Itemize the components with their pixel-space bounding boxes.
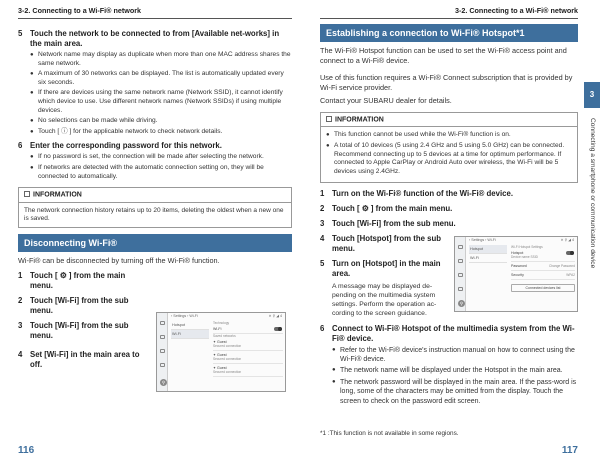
wifi-toggle[interactable] bbox=[274, 327, 282, 331]
intro-paragraph: Use of this function requires a Wi-Fi® Connect subscription that is provided by Wi-Fi service provider. bbox=[320, 73, 573, 92]
list-item: ● This function cannot be used while the Wi-Fi® function is on. bbox=[326, 131, 511, 139]
footnote: *1 :This function is not available in some regions. bbox=[320, 430, 459, 437]
hotspot-toggle-row[interactable]: Hotspot Device name SSID bbox=[511, 249, 575, 262]
page-number: 117 bbox=[561, 445, 578, 456]
step-5: 5 Turn on [Hotspot] in the main area. bbox=[320, 259, 441, 279]
step-2: 2 Touch [Wi-Fi] from the sub menu. bbox=[18, 296, 129, 316]
screen-side-rail bbox=[455, 237, 466, 311]
screen-sub-menu bbox=[469, 245, 507, 263]
step-3: 3 Touch [Wi-Fi] from the sub menu. bbox=[320, 219, 456, 229]
apps-icon bbox=[160, 363, 165, 367]
search-icon[interactable]: ⚲ bbox=[161, 380, 166, 385]
list-item: ● No selections can be made while driving. bbox=[30, 117, 158, 125]
phone-icon bbox=[458, 259, 463, 263]
sub-menu-hotspot[interactable]: Hotspot bbox=[171, 321, 209, 330]
info-body: The network connection history retains up to 20 items, deleting the oldest when a new one is saved. bbox=[24, 206, 284, 223]
step-5-bullets bbox=[30, 51, 292, 136]
list-item: ● Refer to the Wi-Fi® device's instruction manual on how to connect using the Wi-Fi® device. bbox=[332, 346, 575, 364]
list-item: ● If no password is set, the connection will be made after selecting the network. bbox=[30, 153, 264, 161]
section-title: Disconnecting Wi-Fi® bbox=[18, 234, 292, 252]
screen-breadcrumb[interactable]: ‹ Settings › Wi-Fi bbox=[469, 238, 496, 242]
info-icon bbox=[24, 191, 30, 197]
wifi-settings-screenshot bbox=[156, 312, 286, 392]
step-1: 1 Touch [ ⚙ ] from the main menu. bbox=[18, 271, 126, 291]
apps-icon bbox=[458, 287, 463, 291]
network-row[interactable]: ✦ Guest Secured connection bbox=[213, 351, 283, 364]
chapter-tab: 3 bbox=[584, 82, 600, 108]
step-6: 6 Connect to Wi-Fi® Hotspot of the multimedia system from the Wi-Fi® device. bbox=[320, 323, 575, 343]
running-head: 3-2. Connecting to a Wi-Fi® network bbox=[454, 6, 578, 15]
sub-menu-wifi[interactable]: Wi-Fi bbox=[171, 330, 209, 339]
intro-paragraph: Contact your SUBARU dealer for details. bbox=[320, 96, 452, 106]
intro-paragraph: The Wi-Fi® Hotspot function can be used to set the Wi-Fi® access point and connect to a Wi-Fi® device. bbox=[320, 46, 567, 65]
running-head: 3-2. Connecting to a Wi-Fi® network bbox=[18, 6, 142, 15]
list-item: ● A maximum of 30 networks can be displayed. The list is automatically updated every six seconds. bbox=[30, 70, 284, 86]
list-item: ● Touch [ ⓘ ] for the applicable network to check network details. bbox=[30, 127, 223, 135]
screen-main-area: Technology Wi-Fi Saved networks ✦ Guest Secured connection ✦ Guest Secured connection ✦ Guest Secured connection bbox=[213, 321, 283, 377]
step-5: 5 Touch the network to be connected to from [Available net-works] in the main area. bbox=[18, 29, 280, 48]
step-6-bullets bbox=[332, 346, 578, 406]
home-icon bbox=[458, 245, 463, 249]
section-intro: Wi-Fi® can be disconnected by turning off the Wi-Fi® function. bbox=[18, 256, 220, 266]
info-header: INFORMATION bbox=[19, 188, 291, 203]
phone-icon bbox=[160, 335, 165, 339]
step-5-note: A message may be displayed de-pending on the multimedia system settings. Perform the operation ac-cording to the screen guidance. bbox=[332, 283, 437, 317]
sub-menu-wifi[interactable]: Wi-Fi bbox=[469, 254, 507, 263]
info-box bbox=[18, 187, 292, 228]
step-4: 4 Set [Wi-Fi] in the main area to off. bbox=[18, 350, 140, 370]
network-row[interactable]: ✦ Guest Secured connection bbox=[213, 338, 283, 351]
screen-status-icons: ✕ ⚲ ◢ 4 bbox=[560, 238, 574, 242]
right-content bbox=[320, 24, 578, 408]
step-4: 4 Touch [Hotspot] from the sub menu. bbox=[320, 234, 441, 254]
password-row[interactable]: Password Change Password bbox=[511, 262, 575, 271]
list-item: ● The network password will be displayed in the main area. If the pass-word is long, some of the characters may be omitted from the display. Touch the screen to check on the password edit screen. bbox=[332, 378, 577, 405]
screen-status-icons: ✕ ⚲ ◢ 4 bbox=[268, 314, 282, 318]
search-icon[interactable]: ⚲ bbox=[459, 301, 464, 306]
step-1: 1 Turn on the Wi-Fi® function of the Wi-Fi® device. bbox=[320, 189, 513, 199]
media-icon bbox=[458, 273, 463, 277]
step-6-bullets bbox=[30, 153, 292, 181]
home-icon bbox=[160, 321, 165, 325]
header-rule bbox=[18, 18, 292, 19]
chapter-side-label: Connecting a smartphone or communication device bbox=[589, 118, 596, 269]
hotspot-toggle[interactable] bbox=[566, 251, 574, 255]
list-item: ● Network name may display as duplicate when more than one MAC address shares the same network. bbox=[30, 51, 291, 67]
right-page bbox=[300, 0, 600, 462]
screen-side-rail bbox=[157, 313, 168, 391]
step-6: 6 Enter the corresponding password for this network. bbox=[18, 141, 222, 151]
sub-menu-hotspot[interactable]: Hotspot bbox=[469, 245, 507, 254]
info-box bbox=[320, 112, 578, 183]
hotspot-settings-screenshot bbox=[454, 236, 578, 312]
page-number: 116 bbox=[18, 445, 35, 456]
connected-devices-button[interactable]: Connected devices list bbox=[511, 284, 575, 292]
step-2: 2 Touch [ ⚙ ] from the main menu. bbox=[320, 204, 453, 214]
step-3: 3 Touch [Wi-Fi] from the sub menu. bbox=[18, 321, 129, 341]
list-item: ● The network name will be displayed under the Hotspot in the main area. bbox=[332, 367, 563, 375]
info-header: INFORMATION bbox=[321, 113, 577, 128]
list-item: ● If networks are detected with the automatic connection setting on, they will be connected to automatically. bbox=[30, 163, 264, 180]
header-rule bbox=[320, 18, 578, 19]
media-icon bbox=[160, 349, 165, 353]
info-icon bbox=[326, 116, 332, 122]
info-body bbox=[321, 127, 577, 182]
screen-breadcrumb[interactable]: ‹ Settings › Wi-Fi bbox=[171, 314, 198, 318]
list-item: ● A total of 10 devices (5 using 2.4 GHz and 5 using 5.0 GHz) can be connected. Recommend connecting up to 5 devices at a time for optimum performance. If connected to Apple CarPlay or Android Auto over wireless, the Wi-Fi will be 5 devices using 2.4GHz. bbox=[326, 142, 565, 175]
screen-sub-menu bbox=[171, 321, 209, 339]
section-title: Establishing a connection to Wi-Fi® Hotspot*1 bbox=[320, 24, 578, 42]
screen-main-area: Wi-Fi Hotspot Settings Hotspot Device name SSID Password Change Password Security WPA2 Connected devices list bbox=[511, 245, 575, 290]
network-row[interactable]: ✦ Guest Secured connection bbox=[213, 364, 283, 377]
list-item: ● If there are devices using the same network name (Network SSID), it cannot identify which device to use. Use different network names (Network SSIDs) if using multiple devices. bbox=[30, 89, 283, 114]
wifi-toggle-row[interactable]: Wi-Fi bbox=[213, 325, 283, 334]
security-row[interactable]: Security WPA2 bbox=[511, 271, 575, 280]
